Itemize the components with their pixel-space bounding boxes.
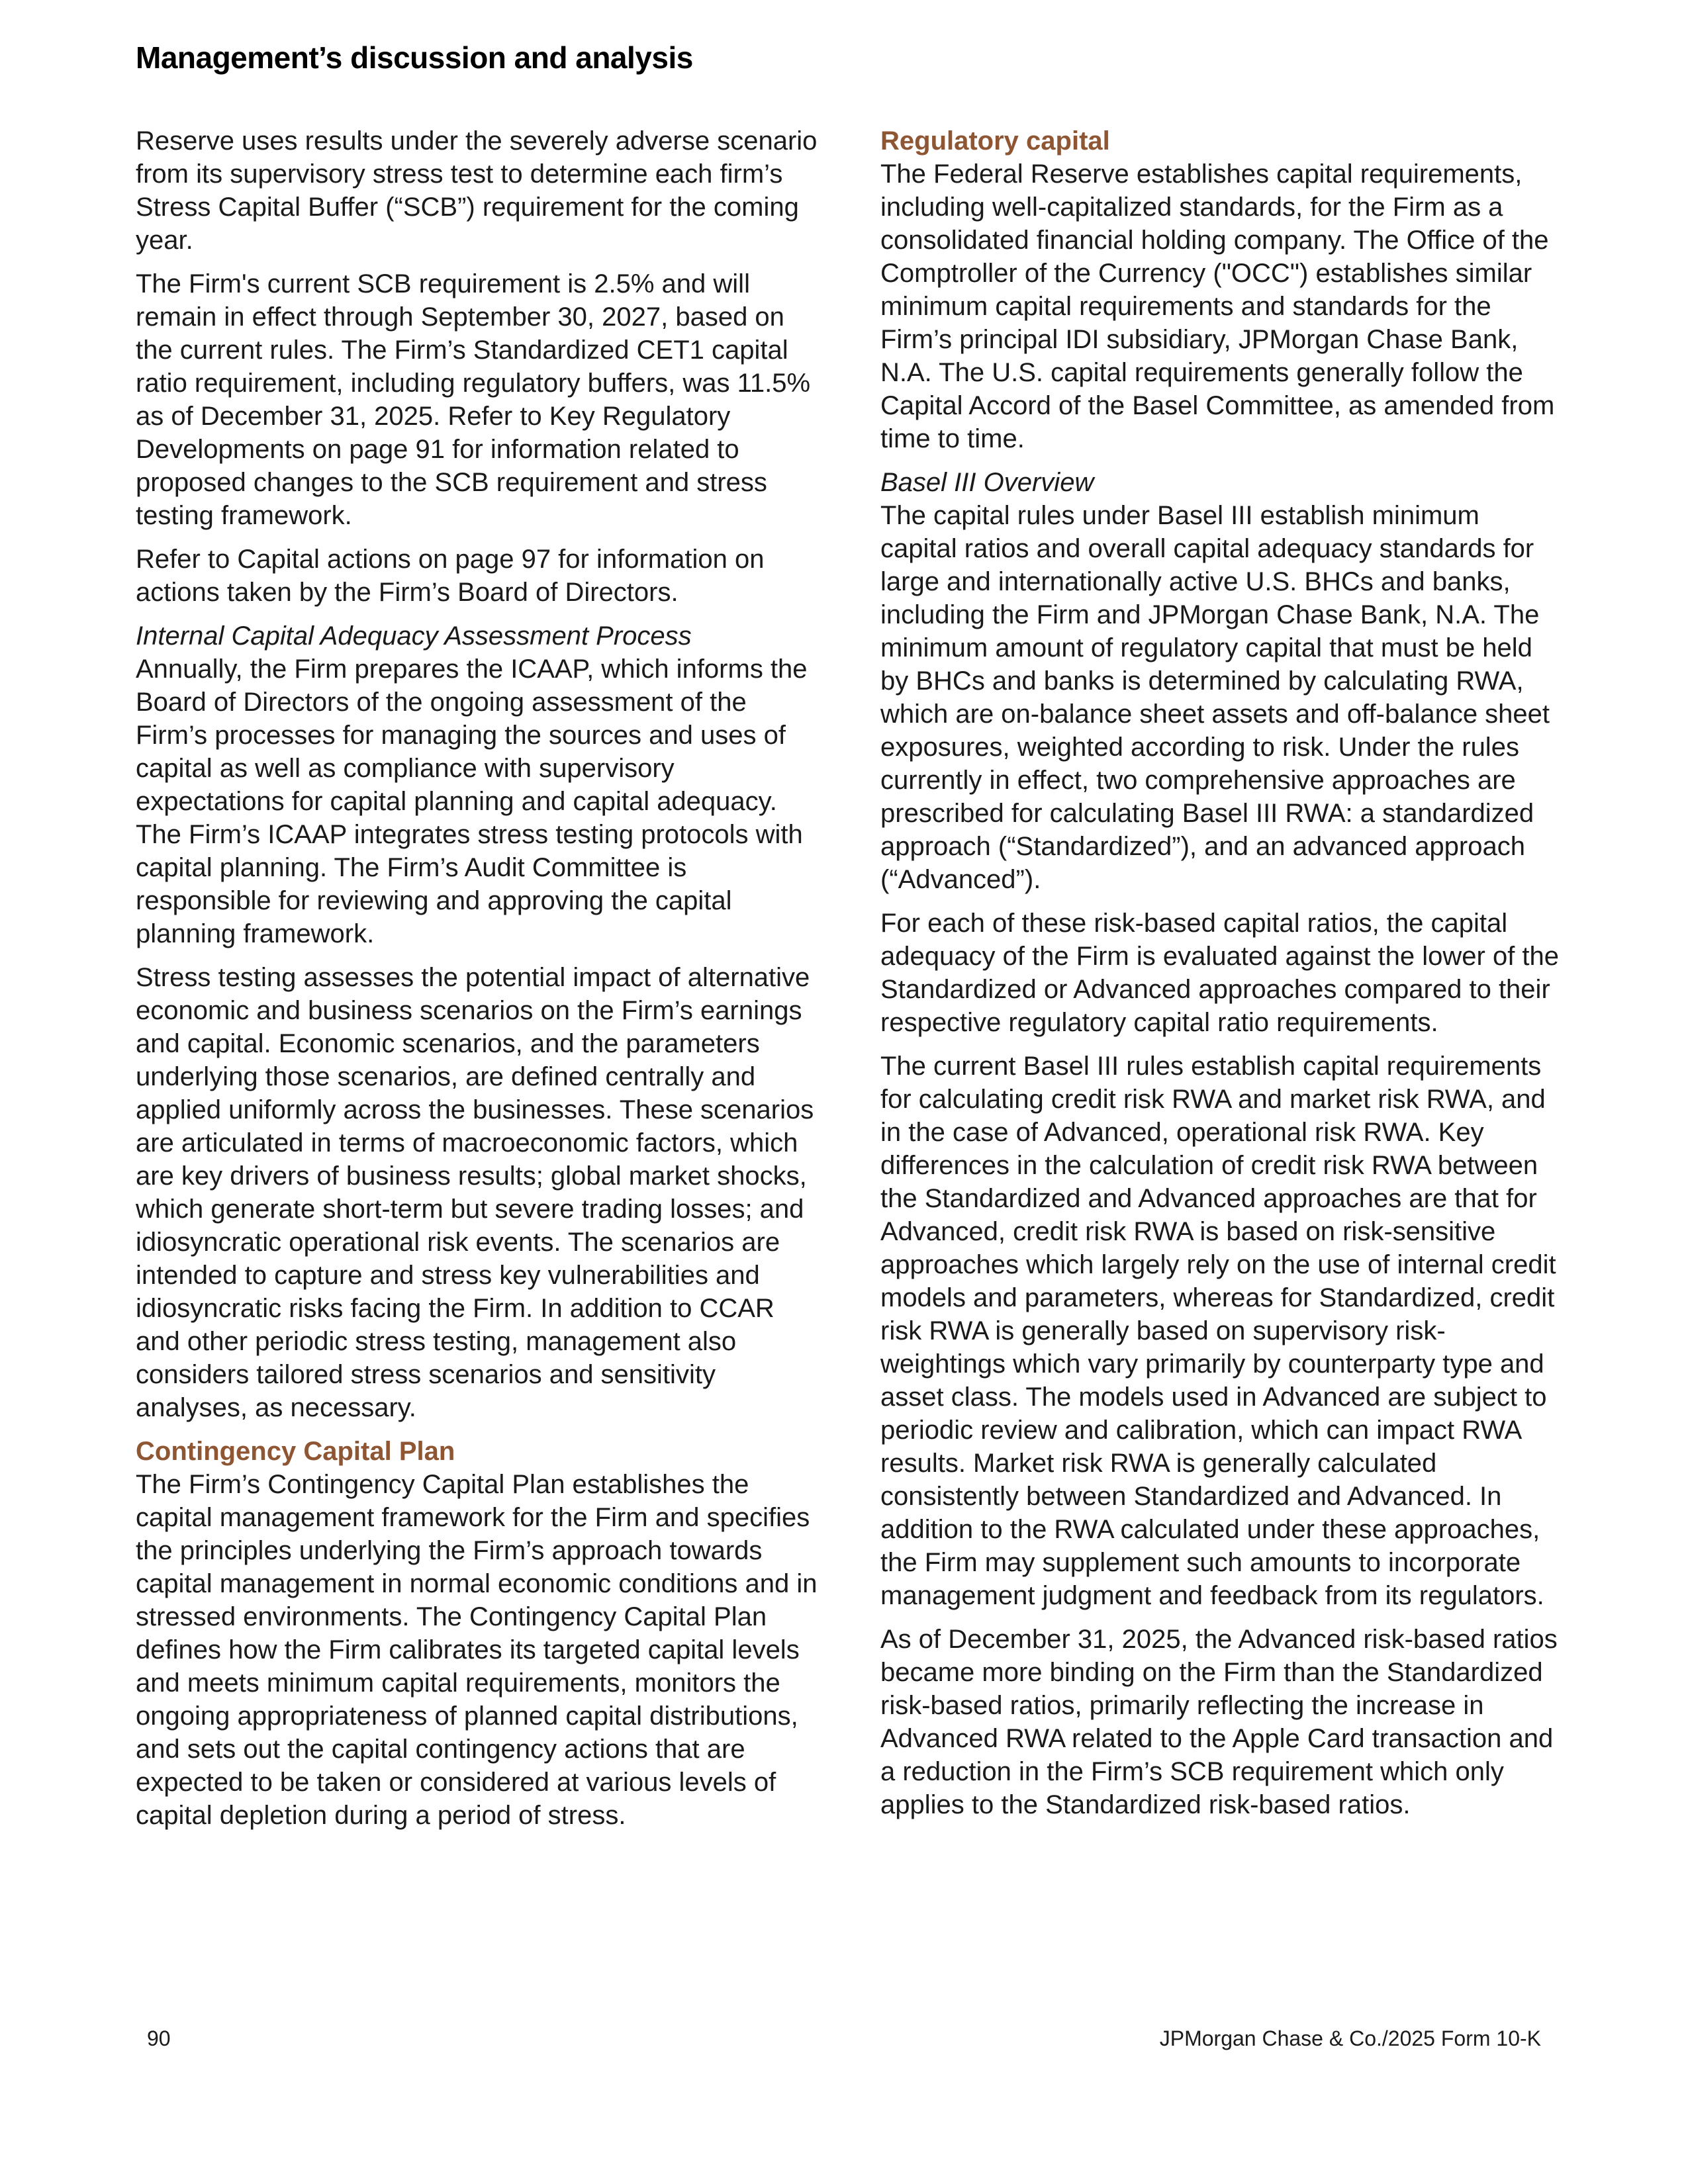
paragraph-capital-actions: Refer to Capital actions on page 97 for information on actions taken by the Firm’s Board of Directors. [136,545,765,607]
paragraph-icaap: Annually, the Firm prepares the ICAAP, which informs the Board of Directors of the ongoing assessment of the Firm’s processes for managing the sources and uses of capital as well as compliance with supervisory expectations for capital planning and capital adequacy. The Firm’s ICAAP integrates stress testing protocols with capital planning. The Firm’s Audit Committee is responsible for reviewing and approving the capital planning framework. [136,655,808,948]
left-column [136,124,818,1843]
paragraph-risk-based-ratios: For each of these risk-based capital ratios, the capital adequacy of the Firm is evaluated against the lower of the Standardized or Advanced approaches compared to their respective regulatory capital ratio requirements. [880,909,1560,1037]
paragraph-stress-testing: Stress testing assesses the potential impact of alternative economic and business scenarios on the Firm’s earnings and capital. Economic scenarios, and the parameters underlying those scenarios, are defined centrally and applied uniformly across the businesses. These scenarios are articulated in terms of macroeconomic factors, which are key drivers of business results; global market shocks, which generate short-term but severe trading losses; and idiosyncratic operational risk events. The scenarios are intended to capture and stress key vulnerabilities and idiosyncratic risks facing the Firm. In addition to CCAR and other periodic stress testing, management also considers tailored stress scenarios and sensitivity analyses, as necessary. [136,963,814,1422]
paragraph-basel-iii-rules: The current Basel III rules establish capital requirements for calculating credit risk RWA and market risk RWA, and in the case of Advanced, operational risk RWA. Key differences in the calculation of credit risk RWA between the Standardized and Advanced approaches are that for Advanced, credit risk RWA is based on risk-sensitive approaches which largely rely on the use of internal credit models and parameters, whereas for Standardized, credit risk RWA is generally based on supervisory risk-weightings which vary primarily by counterparty type and asset class. The models used in Advanced are subject to periodic review and calibration, which can impact RWA results. Market risk RWA is generally calculated consistently between Standardized and Advanced. In addition to the RWA calculated under these approaches, the Firm may supplement such amounts to incorporate management judgment and feedback from its regulators. [880,1052,1556,1610]
page-title: Management’s discussion and analysis [136,40,693,75]
paragraph-regulatory-capital: The Federal Reserve establishes capital requirements, including well-capitalized standards, for the Firm as a consolidated financial holding company. The Office of the Comptroller of the Currency ("OCC") establishes similar minimum capital requirements and standards for the Firm’s principal IDI subsidiary, JPMorgan Chase Bank, N.A. The U.S. capital requirements generally follow the Capital Accord of the Basel Committee, as amended from time to time. [880,159,1555,453]
paragraph-scb-requirement: The Firm's current SCB requirement is 2.5% and will remain in effect through September 30, 2027, based on the current rules. The Firm’s Standardized CET1 capital ratio requirement, including regulatory buffers, was 11.5% as of December 31, 2025. Refer to Key Regulatory Developments on page 91 for information related to proposed changes to the SCB requirement and stress testing framework. [136,269,811,530]
paragraph-contingency-capital-plan: The Firm’s Contingency Capital Plan establishes the capital management framework for the Firm and specifies the principles underlying the Firm’s approach towards capital management in normal economic conditions and in stressed environments. The Contingency Capital Plan defines how the Firm calibrates its targeted capital levels and meets minimum capital requirements, monitors the ongoing appropriateness of planned capital distributions, and sets out the capital contingency actions that are expected to be taken or considered at various levels of capital depletion during a period of stress. [136,1470,818,1830]
document-title: JPMorgan Chase & Co./2025 Form 10-K [1159,2026,1541,2050]
regulatory-capital-heading: Regulatory capital [880,126,1110,156]
basel-iii-overview-heading: Basel III Overview [880,468,1094,497]
page-number: 90 [147,2026,171,2050]
paragraph-advanced-ratios: As of December 31, 2025, the Advanced risk-based ratios became more binding on the Firm than the Standardized risk-based ratios, primarily reflecting the increase in Advanced RWA related to the Apple Card transaction and a reduction in the Firm’s SCB requirement which only applies to the Standardized risk-based ratios. [880,1625,1558,1819]
paragraph-basel-iii-overview: The capital rules under Basel III establish minimum capital ratios and overall capital adequacy standards for large and internationally active U.S. BHCs and banks, including the Firm and JPMorgan Chase Bank, N.A. The minimum amount of regulatory capital that must be held by BHCs and banks is determined by calculating RWA, which are on-balance sheet assets and off-balance sheet exposures, weighted according to risk. Under the rules currently in effect, two comprehensive approaches are prescribed for calculating Basel III RWA: a standardized approach (“Standardized”), and an advanced approach (“Advanced”). [880,501,1550,894]
contingency-capital-plan-heading: Contingency Capital Plan [136,1437,455,1466]
paragraph-scb-intro: Reserve uses results under the severely adverse scenario from its supervisory stress test to determine each firm’s Stress Capital Buffer (“SCB”) requirement for the coming year. [136,126,818,255]
icaap-heading: Internal Capital Adequacy Assessment Process [136,621,692,651]
right-column [880,124,1562,1832]
